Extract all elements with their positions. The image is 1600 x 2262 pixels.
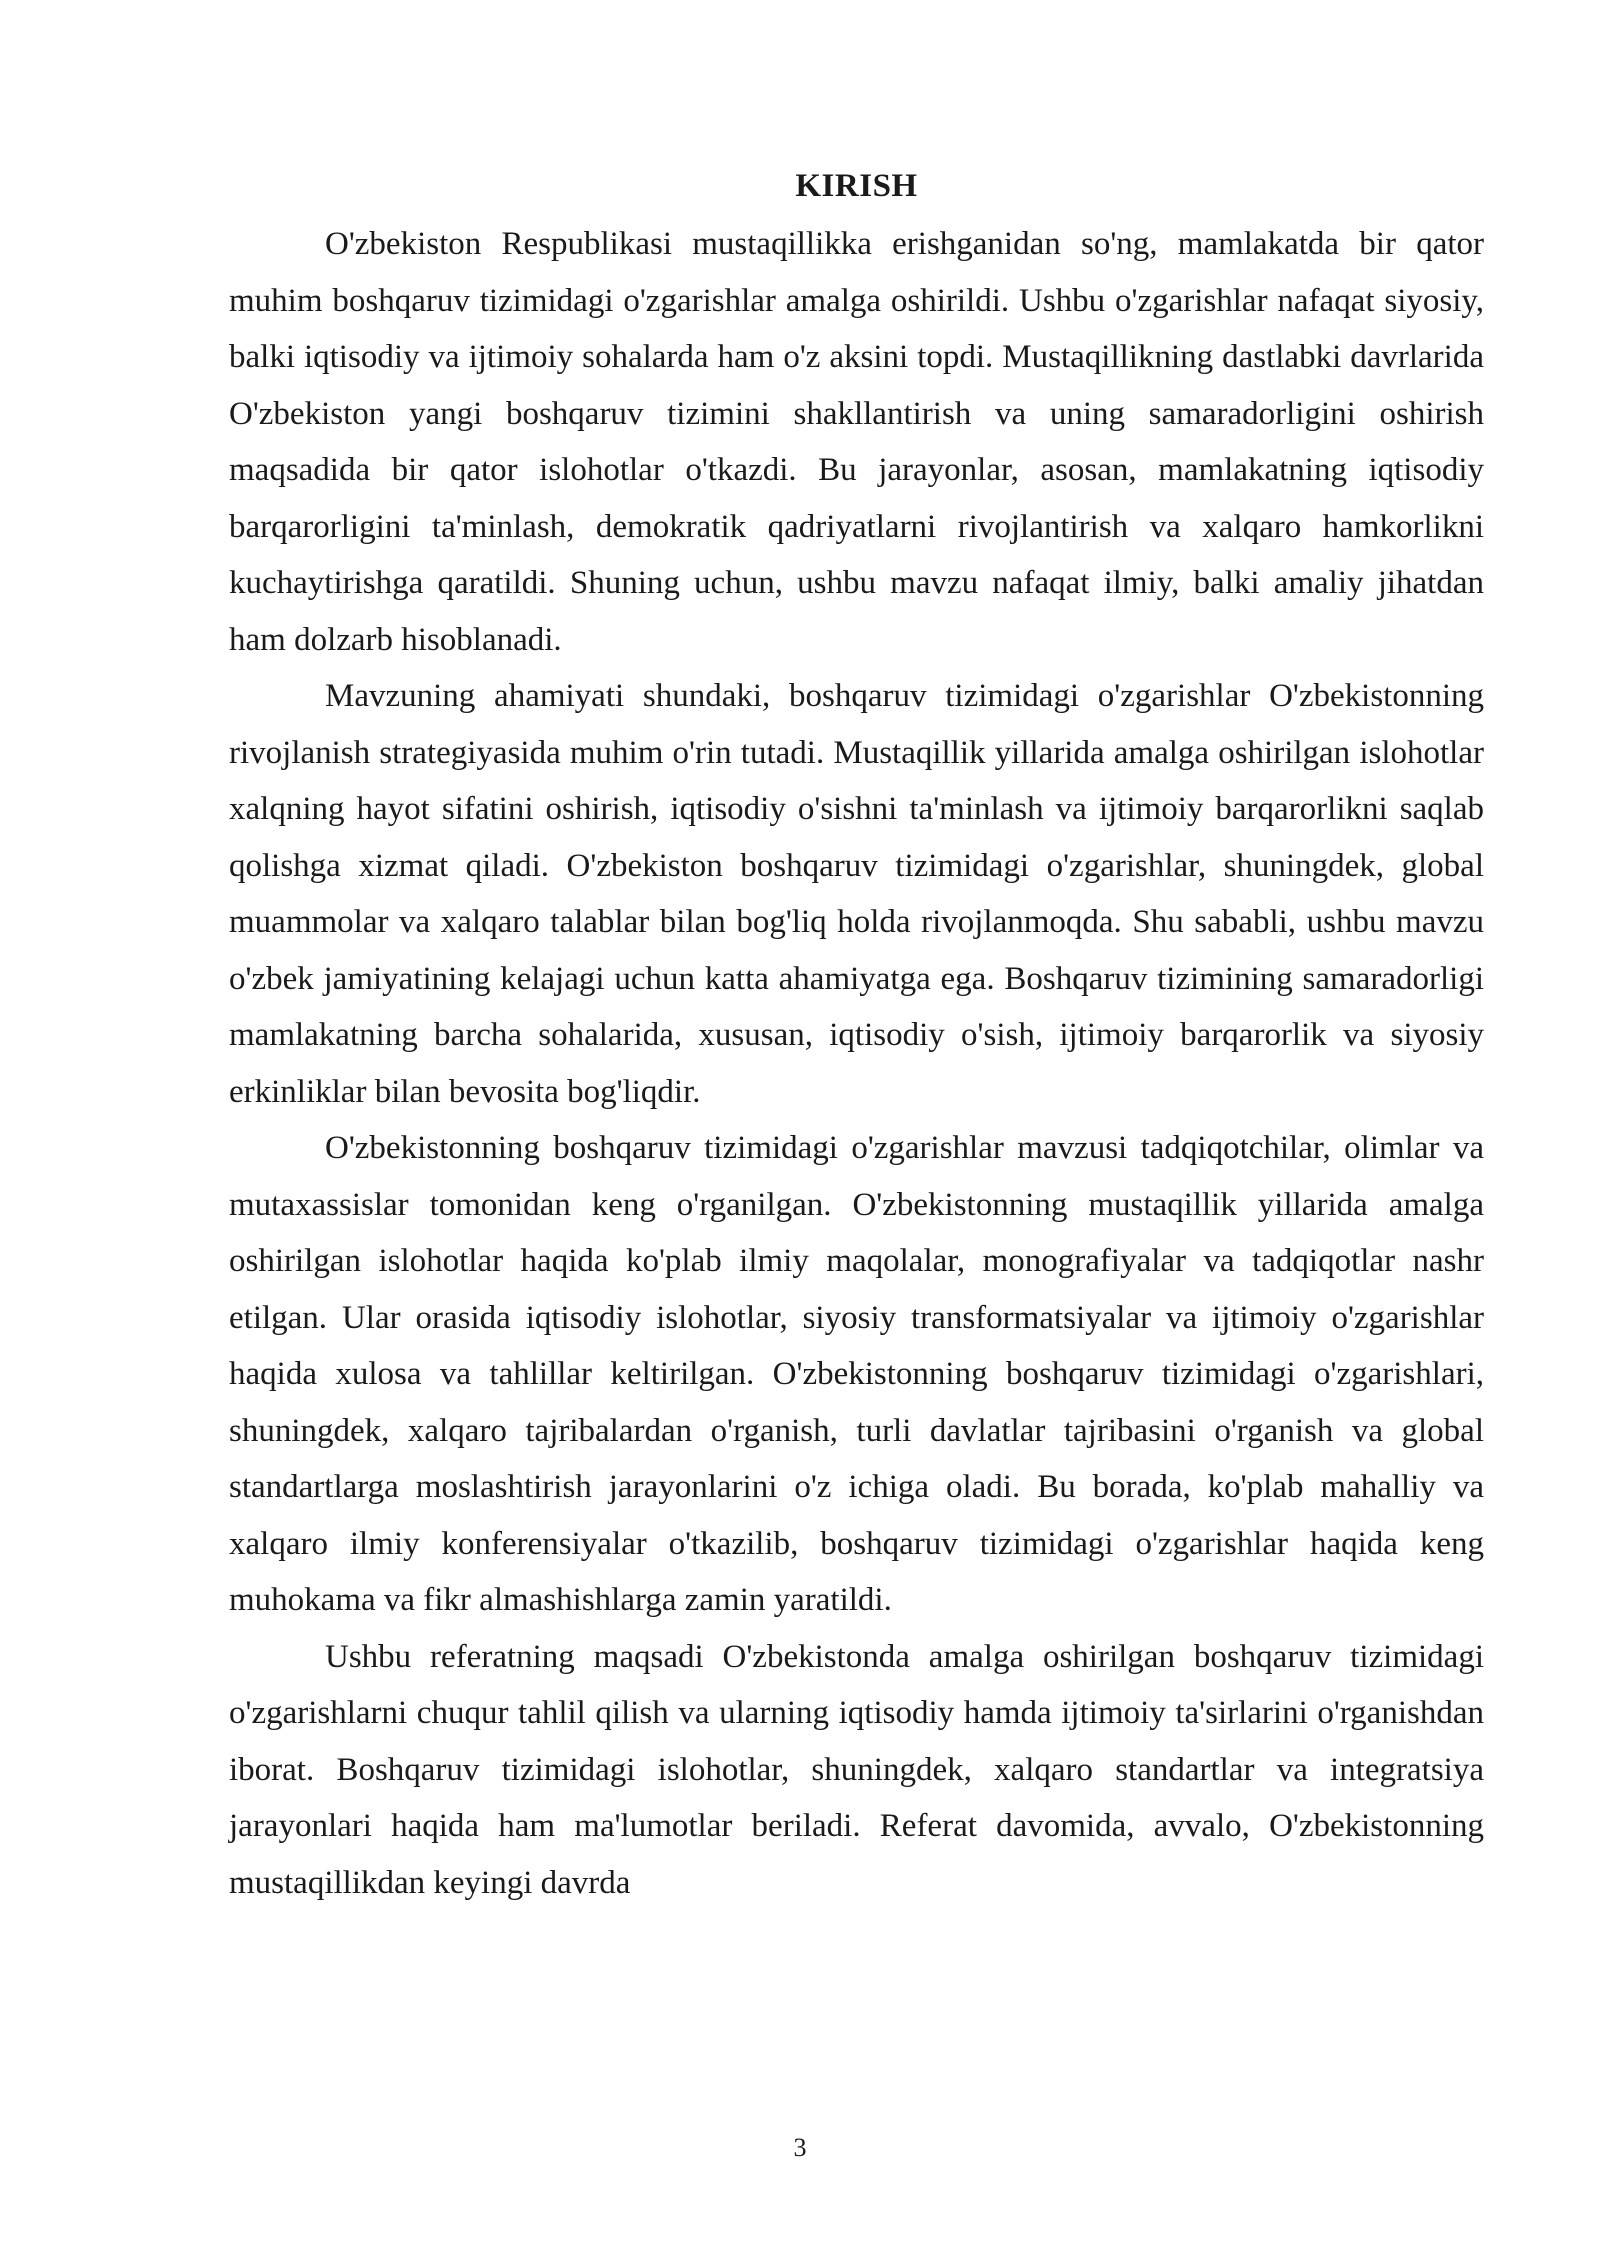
page-number: 3 <box>793 2133 807 2162</box>
page-title: KIRISH <box>795 168 918 204</box>
paragraph-4: Ushbu referatning maqsadi O'zbekistonda amalga oshirilgan boshqaruv tizimidagi o'zgarishlarni chuqur tahlil qilish va ularning iqtisodiy hamda ijtimoiy ta'sirlarini o'rganishdan iborat. Boshqaruv tizimidagi islohotlar, shuningdek, xalqaro standartlar va integratsiya jarayonlari haqida ham ma'lumotlar beriladi. Referat davomida, avvalo, O'zbekistonning mustaqillikdan keyingi davrda <box>229 1638 1484 1901</box>
paragraph-1: O'zbekiston Respublikasi mustaqillikka erishganidan so'ng, mamlakatda bir qator muhim boshqaruv tizimidagi o'zgarishlar amalga oshirildi. Ushbu o'zgarishlar nafaqat siyosiy, balki iqtisodiy va ijtimoiy sohalarda ham o'z aksini topdi. Mustaqillikning dastlabki davrlarida O'zbekiston yangi boshqaruv tizimini shakllantirish va uning samaradorligini oshirish maqsadida bir qator islohotlar o'tkazdi. Bu jarayonlar, asosan, mamlakatning iqtisodiy barqarorligini ta'minlash, demokratik qadriyatlarni rivojlantirish va xalqaro hamkorlikni kuchaytirishga qaratildi. Shuning uchun, ushbu mavzu nafaqat ilmiy, balki amaliy jihatdan ham dolzarb hisoblanadi. <box>229 226 1484 658</box>
paragraph-2: Mavzuning ahamiyati shundaki, boshqaruv tizimidagi o'zgarishlar O'zbekistonning rivojlanish strategiyasida muhim o'rin tutadi. Mustaqillik yillarida amalga oshirilgan islohotlar xalqning hayot sifatini oshirish, iqtisodiy o'sishni ta'minlash va ijtimoiy barqarorlikni saqlab qolishga xizmat qiladi. O'zbekiston boshqaruv tizimidagi o'zgarishlar, shuningdek, global muammolar va xalqaro talablar bilan bog'liq holda rivojlanmoqda. Shu sababli, ushbu mavzu o'zbek jamiyatining kelajagi uchun katta ahamiyatga ega. Boshqaruv tizimining samaradorligi mamlakatning barcha sohalarida, xususan, iqtisodiy o'sish, ijtimoiy barqarorlik va siyosiy erkinliklar bilan bevosita bog'liqdir. <box>229 678 1484 1110</box>
document-body <box>229 158 1484 1911</box>
paragraph-3: O'zbekistonning boshqaruv tizimidagi o'zgarishlar mavzusi tadqiqotchilar, olimlar va mutaxassislar tomonidan keng o'rganilgan. O'zbekistonning mustaqillik yillarida amalga oshirilgan islohotlar haqida ko'plab ilmiy maqolalar, monografiyalar va tadqiqotlar nashr etilgan. Ular orasida iqtisodiy islohotlar, siyosiy transformatsiyalar va ijtimoiy o'zgarishlar haqida xulosa va tahlillar keltirilgan. O'zbekistonning boshqaruv tizimidagi o'zgarishlari, shuningdek, xalqaro tajribalardan o'rganish, turli davlatlar tajribasini o'rganish va global standartlarga moslashtirish jarayonlarini o'z ichiga oladi. Bu borada, ko'plab mahalliy va xalqaro ilmiy konferensiyalar o'tkazilib, boshqaruv tizimidagi o'zgarishlar haqida keng muhokama va fikr almashishlarga zamin yaratildi. <box>229 1130 1484 1618</box>
